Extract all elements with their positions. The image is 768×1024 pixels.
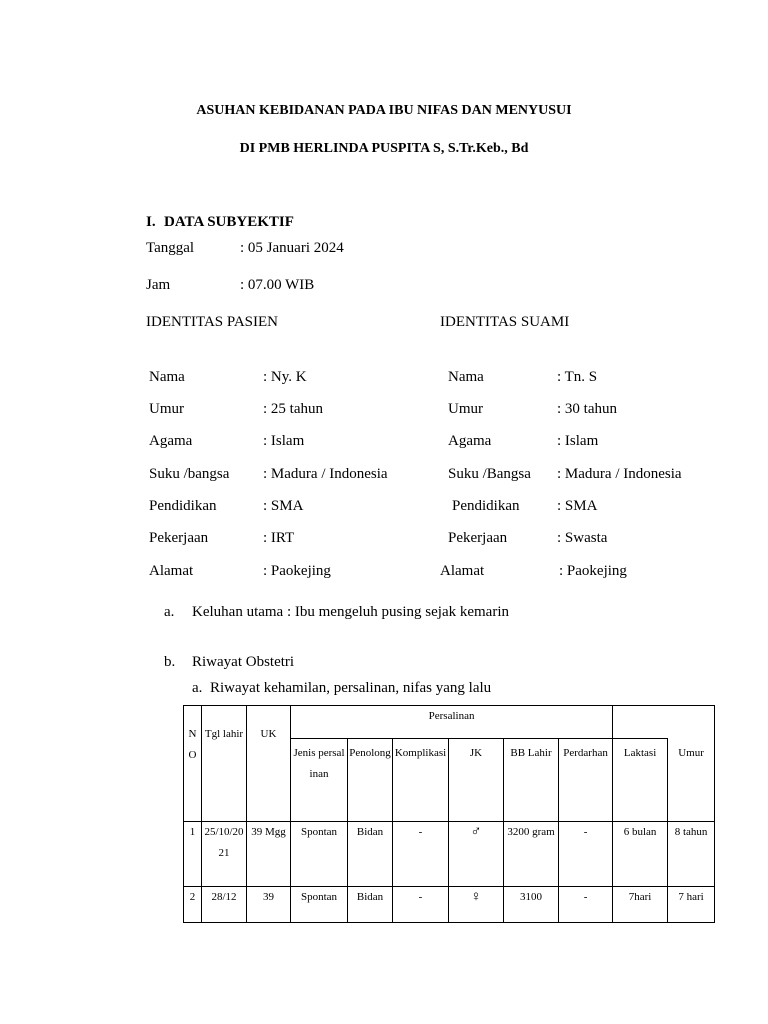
pasien-nama-label: Nama <box>149 369 185 385</box>
suami-agama-label: Agama <box>448 433 492 449</box>
cell-laktasi: 6 bulan <box>613 822 668 887</box>
cell-komplikasi: - <box>393 822 449 887</box>
riwayat-heading: Riwayat Obstetri <box>192 654 295 670</box>
pasien-alamat-value: : Paokejing <box>263 563 331 579</box>
pasien-nama-value: : Ny. K <box>263 369 307 385</box>
male-icon: ♂ <box>449 822 504 887</box>
cell-tgl: 25/10/2021 <box>202 822 247 887</box>
pasien-umur-label: Umur <box>149 401 184 417</box>
suami-nama-label: Nama <box>448 369 484 385</box>
cell-uk: 39 Mgg <box>247 822 291 887</box>
keluhan-utama: Keluhan utama : Ibu mengeluh pusing sejak kemarin <box>192 604 509 620</box>
header-laktasi: Laktasi <box>613 739 668 822</box>
cell-perdarahan: - <box>559 887 613 923</box>
header-jk: JK <box>449 739 504 822</box>
header-bb-lahir: BB Lahir <box>504 739 559 822</box>
identitas-pasien-heading: IDENTITAS PASIEN <box>146 314 278 330</box>
cell-penolong: Bidan <box>348 887 393 923</box>
cell-jenis: Spontan <box>291 822 348 887</box>
cell-umur: 7 hari <box>668 887 715 923</box>
riwayat-sub-heading: Riwayat kehamilan, persalinan, nifas yang lalu <box>210 680 492 696</box>
obstetric-history-table <box>183 705 715 923</box>
suami-suku-label: Suku /Bangsa <box>448 466 531 482</box>
pasien-pekerjaan-label: Pekerjaan <box>149 530 209 546</box>
suami-pendidikan-label: Pendidikan <box>452 498 520 514</box>
suami-umur-label: Umur <box>448 401 483 417</box>
cell-penolong: Bidan <box>348 822 393 887</box>
cell-umur: 8 tahun <box>668 822 715 887</box>
cell-tgl: 28/12 <box>202 887 247 923</box>
cell-bb: 3100 <box>504 887 559 923</box>
cell-jenis: Spontan <box>291 887 348 923</box>
section-heading: DATA SUBYEKTIF <box>164 214 294 230</box>
header-penolong: Penolong <box>348 739 393 822</box>
table-row <box>184 822 715 887</box>
header-umur: Umur <box>668 739 715 822</box>
jam-label: Jam <box>146 277 171 293</box>
suami-pendidikan-value: : SMA <box>557 498 598 514</box>
suami-suku-value: : Madura / Indonesia <box>557 466 682 482</box>
suami-umur-value: : 30 tahun <box>557 401 617 417</box>
cell-laktasi: 7hari <box>613 887 668 923</box>
suami-alamat-label: Alamat <box>440 563 485 579</box>
identitas-suami-heading: IDENTITAS SUAMI <box>440 314 570 330</box>
pasien-agama-label: Agama <box>149 433 193 449</box>
keluhan-marker: a. <box>164 604 175 620</box>
header-jenis-persalinan: Jenis persalinan <box>291 739 348 822</box>
pasien-alamat-label: Alamat <box>149 563 194 579</box>
tanggal-label: Tanggal <box>146 240 195 256</box>
suami-alamat-value: : Paokejing <box>559 563 627 579</box>
header-tgl-lahir: Tgl lahir <box>202 706 247 822</box>
riwayat-sub-marker: a. <box>192 680 203 696</box>
cell-no: 1 <box>184 822 202 887</box>
pasien-suku-value: : Madura / Indonesia <box>263 466 388 482</box>
suami-nama-value: : Tn. S <box>557 369 598 385</box>
section-number: I. <box>146 214 156 230</box>
pasien-agama-value: : Islam <box>263 433 305 449</box>
header-blank <box>613 706 715 739</box>
female-icon: ♀ <box>449 887 504 923</box>
suami-agama-value: : Islam <box>557 433 599 449</box>
pasien-suku-label: Suku /bangsa <box>149 466 230 482</box>
table-row <box>184 887 715 923</box>
header-komplikasi: Komplikasi <box>393 739 449 822</box>
header-perdarahan: Perdarhan <box>559 739 613 822</box>
table-header-row <box>184 706 715 739</box>
cell-bb: 3200 gram <box>504 822 559 887</box>
suami-pekerjaan-value: : Swasta <box>557 530 608 546</box>
tanggal-value: : 05 Januari 2024 <box>240 240 344 256</box>
document-title: ASUHAN KEBIDANAN PADA IBU NIFAS DAN MENYUSUI <box>196 103 572 118</box>
pasien-umur-value: : 25 tahun <box>263 401 323 417</box>
suami-pekerjaan-label: Pekerjaan <box>448 530 508 546</box>
riwayat-marker: b. <box>164 654 176 670</box>
header-uk: UK <box>247 706 291 822</box>
pasien-pendidikan-label: Pendidikan <box>149 498 217 514</box>
pasien-pekerjaan-value: : IRT <box>263 530 295 546</box>
cell-komplikasi: - <box>393 887 449 923</box>
header-persalinan: Persalinan <box>291 706 613 739</box>
document-subtitle: DI PMB HERLINDA PUSPITA S, S.Tr.Keb., Bd <box>239 141 529 156</box>
jam-value: : 07.00 WIB <box>240 277 315 293</box>
pasien-pendidikan-value: : SMA <box>263 498 304 514</box>
header-no: N O <box>184 706 202 822</box>
cell-uk: 39 <box>247 887 291 923</box>
cell-perdarahan: - <box>559 822 613 887</box>
cell-no: 2 <box>184 887 202 923</box>
